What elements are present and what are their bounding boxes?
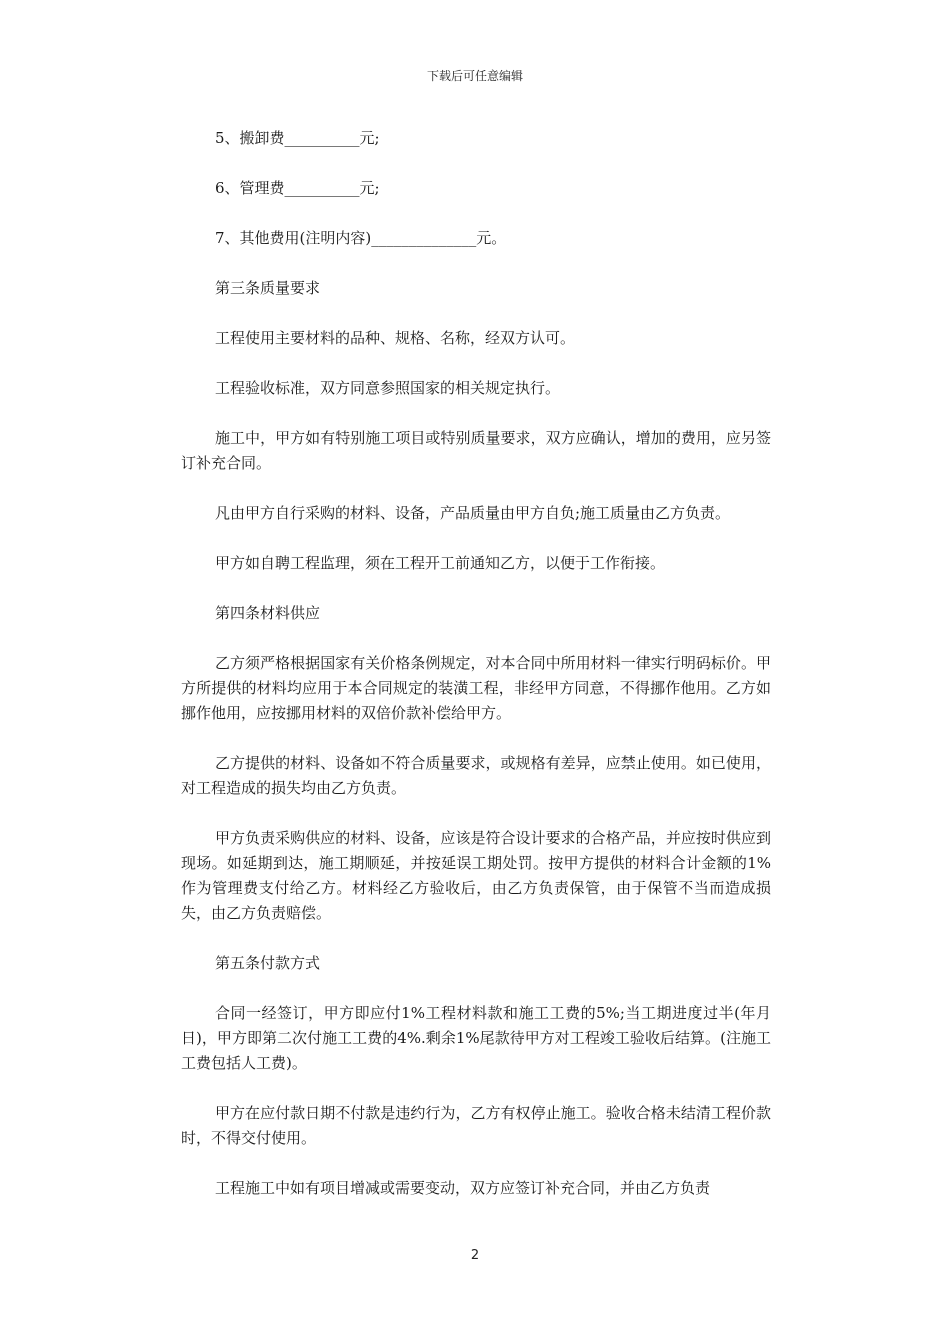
paragraph: 甲方负责采购供应的材料、设备，应该是符合设计要求的合格产品，并应按时供应到现场。如延期到达，施工期顺延，并按延误工期处罚。按甲方提供的材料合计金额的1%作为管理费支付给乙方。材料经乙方验收后，由乙方负责保管，由于保管不当而造成损失，由乙方负责赔偿。 (181, 829, 771, 922)
paragraph: 凡由甲方自行采购的材料、设备，产品质量由甲方自负;施工质量由乙方负责。 (215, 504, 731, 522)
paragraph: 工程验收标准，双方同意参照国家的相关规定执行。 (215, 379, 561, 397)
paragraph: 甲方如自聘工程监理，须在工程开工前通知乙方，以便于工作衔接。 (215, 554, 666, 572)
section-heading-5: 第五条付款方式 (215, 954, 321, 972)
section-heading-3: 第三条质量要求 (215, 279, 321, 297)
paragraph: 乙方提供的材料、设备如不符合质量要求，或规格有差异，应禁止使用。如已使用，对工程造成的损失均由乙方负责。 (181, 754, 771, 797)
clause-item-5: 5、搬卸费__________元; (215, 129, 380, 147)
page-header-note: 下载后可任意编辑 (426, 69, 523, 83)
clause-item-6: 6、管理费__________元; (215, 179, 380, 197)
paragraph: 施工中，甲方如有特别施工项目或特别质量要求，双方应确认，增加的费用，应另签订补充合同。 (181, 429, 771, 472)
paragraph: 工程施工中如有项目增减或需要变动，双方应签订补充合同，并由乙方负责 (215, 1179, 711, 1197)
paragraph: 甲方在应付款日期不付款是违约行为，乙方有权停止施工。验收合格未结清工程价款时，不得交付使用。 (181, 1104, 771, 1147)
page-number: 2 (470, 1248, 480, 1263)
clause-item-7: 7、其他费用(注明内容)______________元。 (215, 229, 507, 247)
paragraph: 合同一经签订，甲方即应付1%工程材料款和施工工费的5%;当工期进度过半(年月日)，甲方即第二次付施工工费的4%.剩余1%尾款待甲方对工程竣工验收后结算。(注施工工费包括人工费)。 (181, 1004, 771, 1072)
paragraph: 乙方须严格根据国家有关价格条例规定，对本合同中所用材料一律实行明码标价。甲方所提供的材料均应用于本合同规定的装潢工程，非经甲方同意，不得挪作他用。乙方如挪作他用，应按挪用材料的双倍价款补偿给甲方。 (181, 654, 771, 722)
document-body (181, 126, 771, 1226)
paragraph: 工程使用主要材料的品种、规格、名称，经双方认可。 (215, 329, 576, 347)
section-heading-4: 第四条材料供应 (215, 604, 321, 622)
